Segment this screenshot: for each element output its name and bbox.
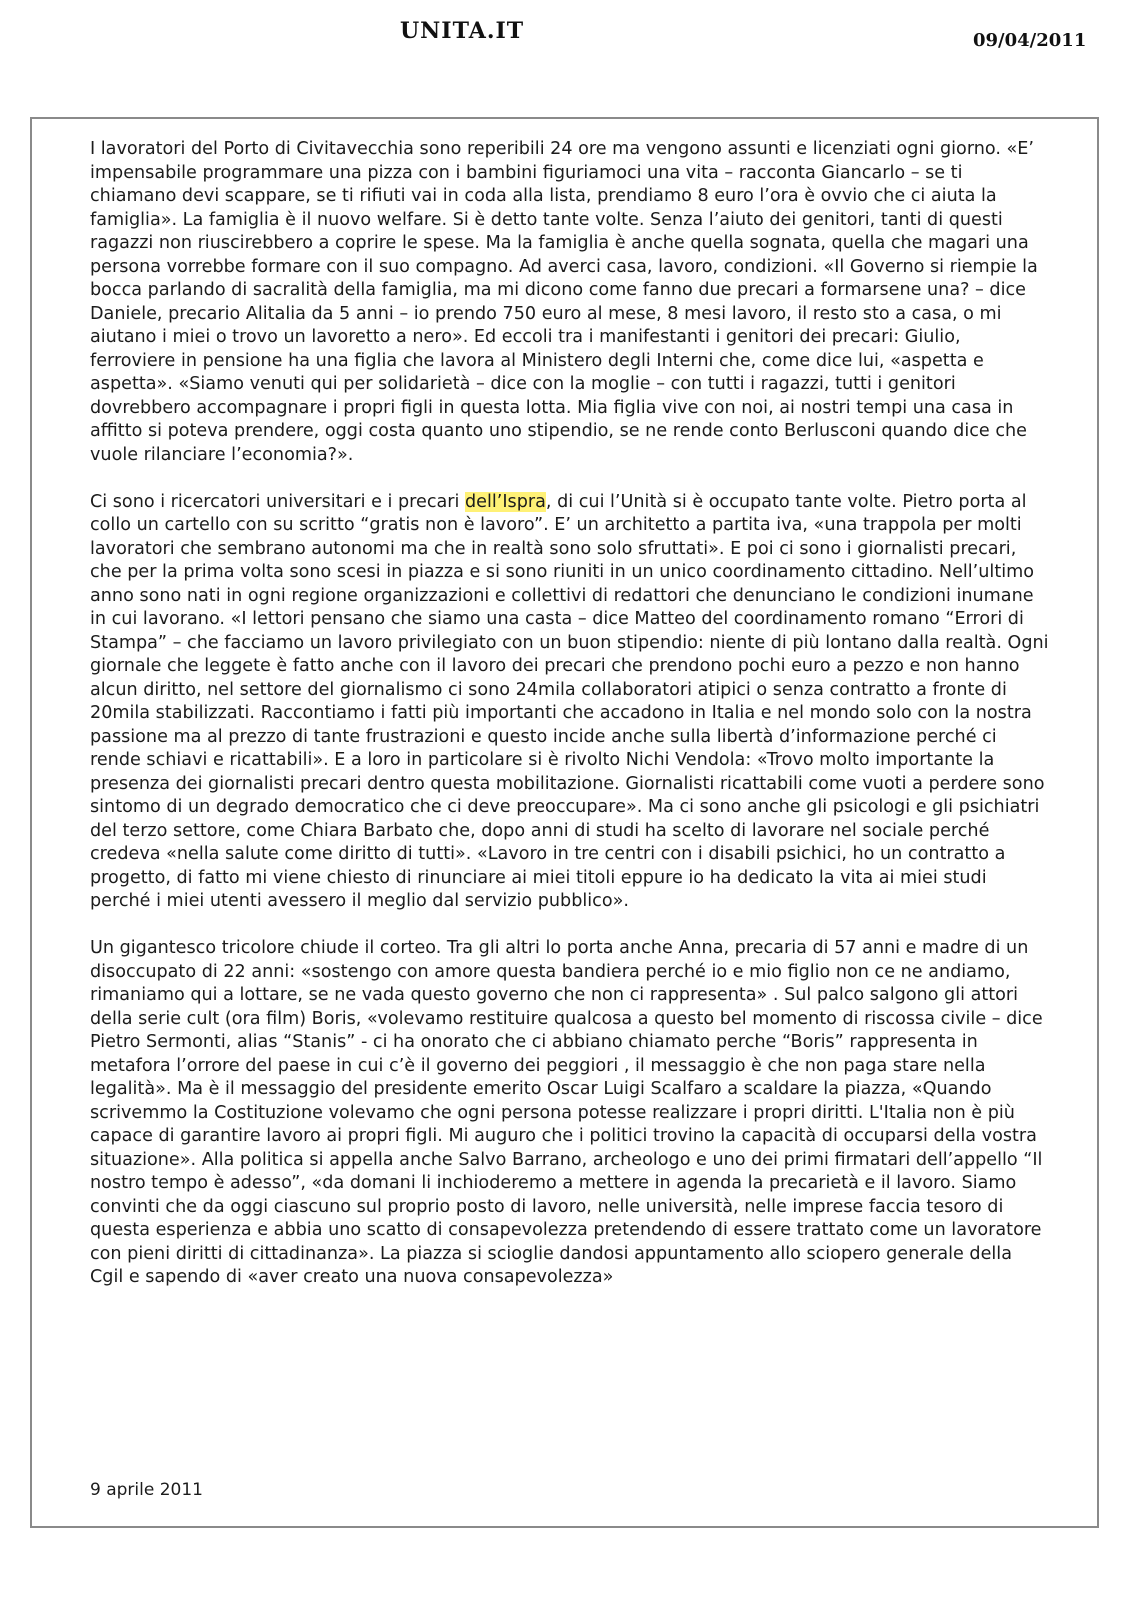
paragraph-1: I lavoratori del Porto di Civitavecchia sono reperibili 24 ore ma vengono assunti e licenziati ogni giorno. «E’ impensabile programmare una pizza con i bambini figuriamoci una vita – racconta Giancarlo – se ti chiamano devi scappare, se ti rifiuti vai in coda alla lista, prendiamo 8 euro l’ora è ovvio che ci aiuta la famiglia». La famiglia è il nuovo welfare. Si è detto tante volte. Senza l’aiuto dei genitori, tanti di questi ragazzi non riuscirebbero a coprire le spese. Ma la famiglia è anche quella sognata, quella che magari una persona vorrebbe formare con il suo compagno. Ad averci casa, lavoro, condizioni. «Il Governo si riempie la bocca parlando di sacralità della famiglia, ma mi dicono come fanno due precari a formarsene una? – dice Daniele, precario Alitalia da 5 anni – io prendo 750 euro al mese, 8 mesi lavoro, il resto sto a casa, o mi aiutano i miei o trovo un lavoretto a nero». Ed eccoli tra i manifestanti i genitori dei precari: Giulio, ferroviere in pensione ha una figlia che lavora al Ministero degli Interni che, come dice lui, «aspetta e aspetta». «Siamo venuti qui per solidarietà – dice con la moglie – con tutti i ragazzi, tutti i genitori dovrebbero accompagnare i propri figli in questa lotta. Mia figlia vive con noi, ai nostri tempi una casa in affitto si poteva prendere, oggi costa quanto uno stipendio, se ne rende conto Berlusconi quando dice che vuole rilanciare l’economia?». bbox=[90, 139, 1038, 465]
article-body bbox=[90, 138, 1050, 1313]
paragraph-2-rest: , di cui l’Unità si è occupato tante volte. Pietro porta al collo un cartello con su scritto “gratis non è lavoro”. E’ un architetto a partita iva, «una trappola per molti lavoratori che sembrano autonomi ma che in realtà sono solo sfruttati». E poi ci sono i giornalisti precari, che per la prima volta sono scesi in piazza e si sono riuniti in un unico coordinamento cittadino. Nell’ultimo anno sono nati in ogni regione organizzazioni e collettivi di redattori che denunciano le condizioni inumane in cui lavorano. «I lettori pensano che siamo una casta – dice Matteo del coordinamento romano “Errori di Stampa” – che facciamo un lavoro privilegiato con un buon stipendio: niente di più lontano dalla realtà. Ogni giornale che leggete è fatto anche con il lavoro dei precari che prendono pochi euro a pezzo e non hanno alcun diritto, nel settore del giornalismo ci sono 24mila collaboratori atipici o senza contratto a fronte di 20mila stabilizzati. Raccontiamo i fatti più importanti che accadono in Italia e nel mondo solo con la nostra passione ma al prezzo di tante frustrazioni e questo incide anche sulla libertà d’informazione perché ci rende schiavi e ricattabili». E a loro in particolare si è rivolto Nichi Vendola: «Trovo molto importante la presenza dei giornalisti precari dentro questa mobilitazione. Giornalisti ricattabili come vuoti a perdere sono sintomo di un degrado democratico che ci deve preoccupare». Ma ci sono anche gli psicologi e gli psichiatri del terzo settore, come Chiara Barbato che, dopo anni di studi ha scelto di lavorare nel sociale perché credeva «nella salute come diritto di tutti». «Lavoro in tre centri con i disabili psichici, ho un contratto a progetto, di fatto mi viene chiesto di rinunciare ai miei titoli eppure io ha dedicato la vita ai miei studi perché i miei utenti avessero il meglio dal servizio pubblico». bbox=[90, 491, 1049, 911]
highlighted-text: dell’Ispra bbox=[465, 491, 546, 512]
paragraph-3: Un gigantesco tricolore chiude il corteo. Tra gli altri lo porta anche Anna, precaria di 57 anni e madre di un disoccupato di 22 anni: «sostengo con amore questa bandiera perché io e mio figlio non ce ne andiamo, rimaniamo qui a lottare, se ne vada questo governo che non ci rappresenta» . Sul palco salgono gli attori della serie cult (ora film) Boris, «volevamo restituire qualcosa a questo bel momento di riscossa civile – dice Pietro Sermonti, alias “Stanis” - ci ha onorato che ci abbiano chiamato perche “Boris” rappresenta in metafora l’orrore del paese in cui c’è il governo dei peggiori , il messaggio è che non paga stare nella legalità». Ma è il messaggio del presidente emerito Oscar Luigi Scalfaro a scaldare la piazza, «Quando scrivemmo la Costituzione volevamo che ogni persona potesse realizzare i propri diritti. L'Italia non è più capace di garantire lavoro ai propri figli. Mi auguro che i politici trovino la capacità di occuparsi della vostra situazione». Alla politica si appella anche Salvo Barrano, archeologo e uno dei primi firmatari dell’appello “Il nostro tempo è adesso”, «da domani li inchioderemo a mettere in agenda la precarietà e il lavoro. Siamo convinti che da oggi ciascuno sul proprio posto di lavoro, nelle università, nelle imprese faccia tesoro di questa esperienza e abbia uno scatto di consapevolezza pretendendo di essere trattato come un lavoratore con pieni diritti di cittadinanza». La piazza si scioglie dandosi appuntamento allo sciopero generale della Cgil e sapendo di «aver creato una nuova consapevolezza» bbox=[90, 938, 1043, 1287]
header-date: 09/04/2011 bbox=[973, 30, 1087, 51]
paragraph-2-start: Ci sono i ricercatori universitari e i precari bbox=[90, 491, 465, 512]
masthead bbox=[0, 14, 1127, 54]
paragraph-2 bbox=[90, 491, 1050, 914]
footer-date: 9 aprile 2011 bbox=[90, 1480, 203, 1500]
source-title: UNITA.IT bbox=[400, 18, 525, 44]
